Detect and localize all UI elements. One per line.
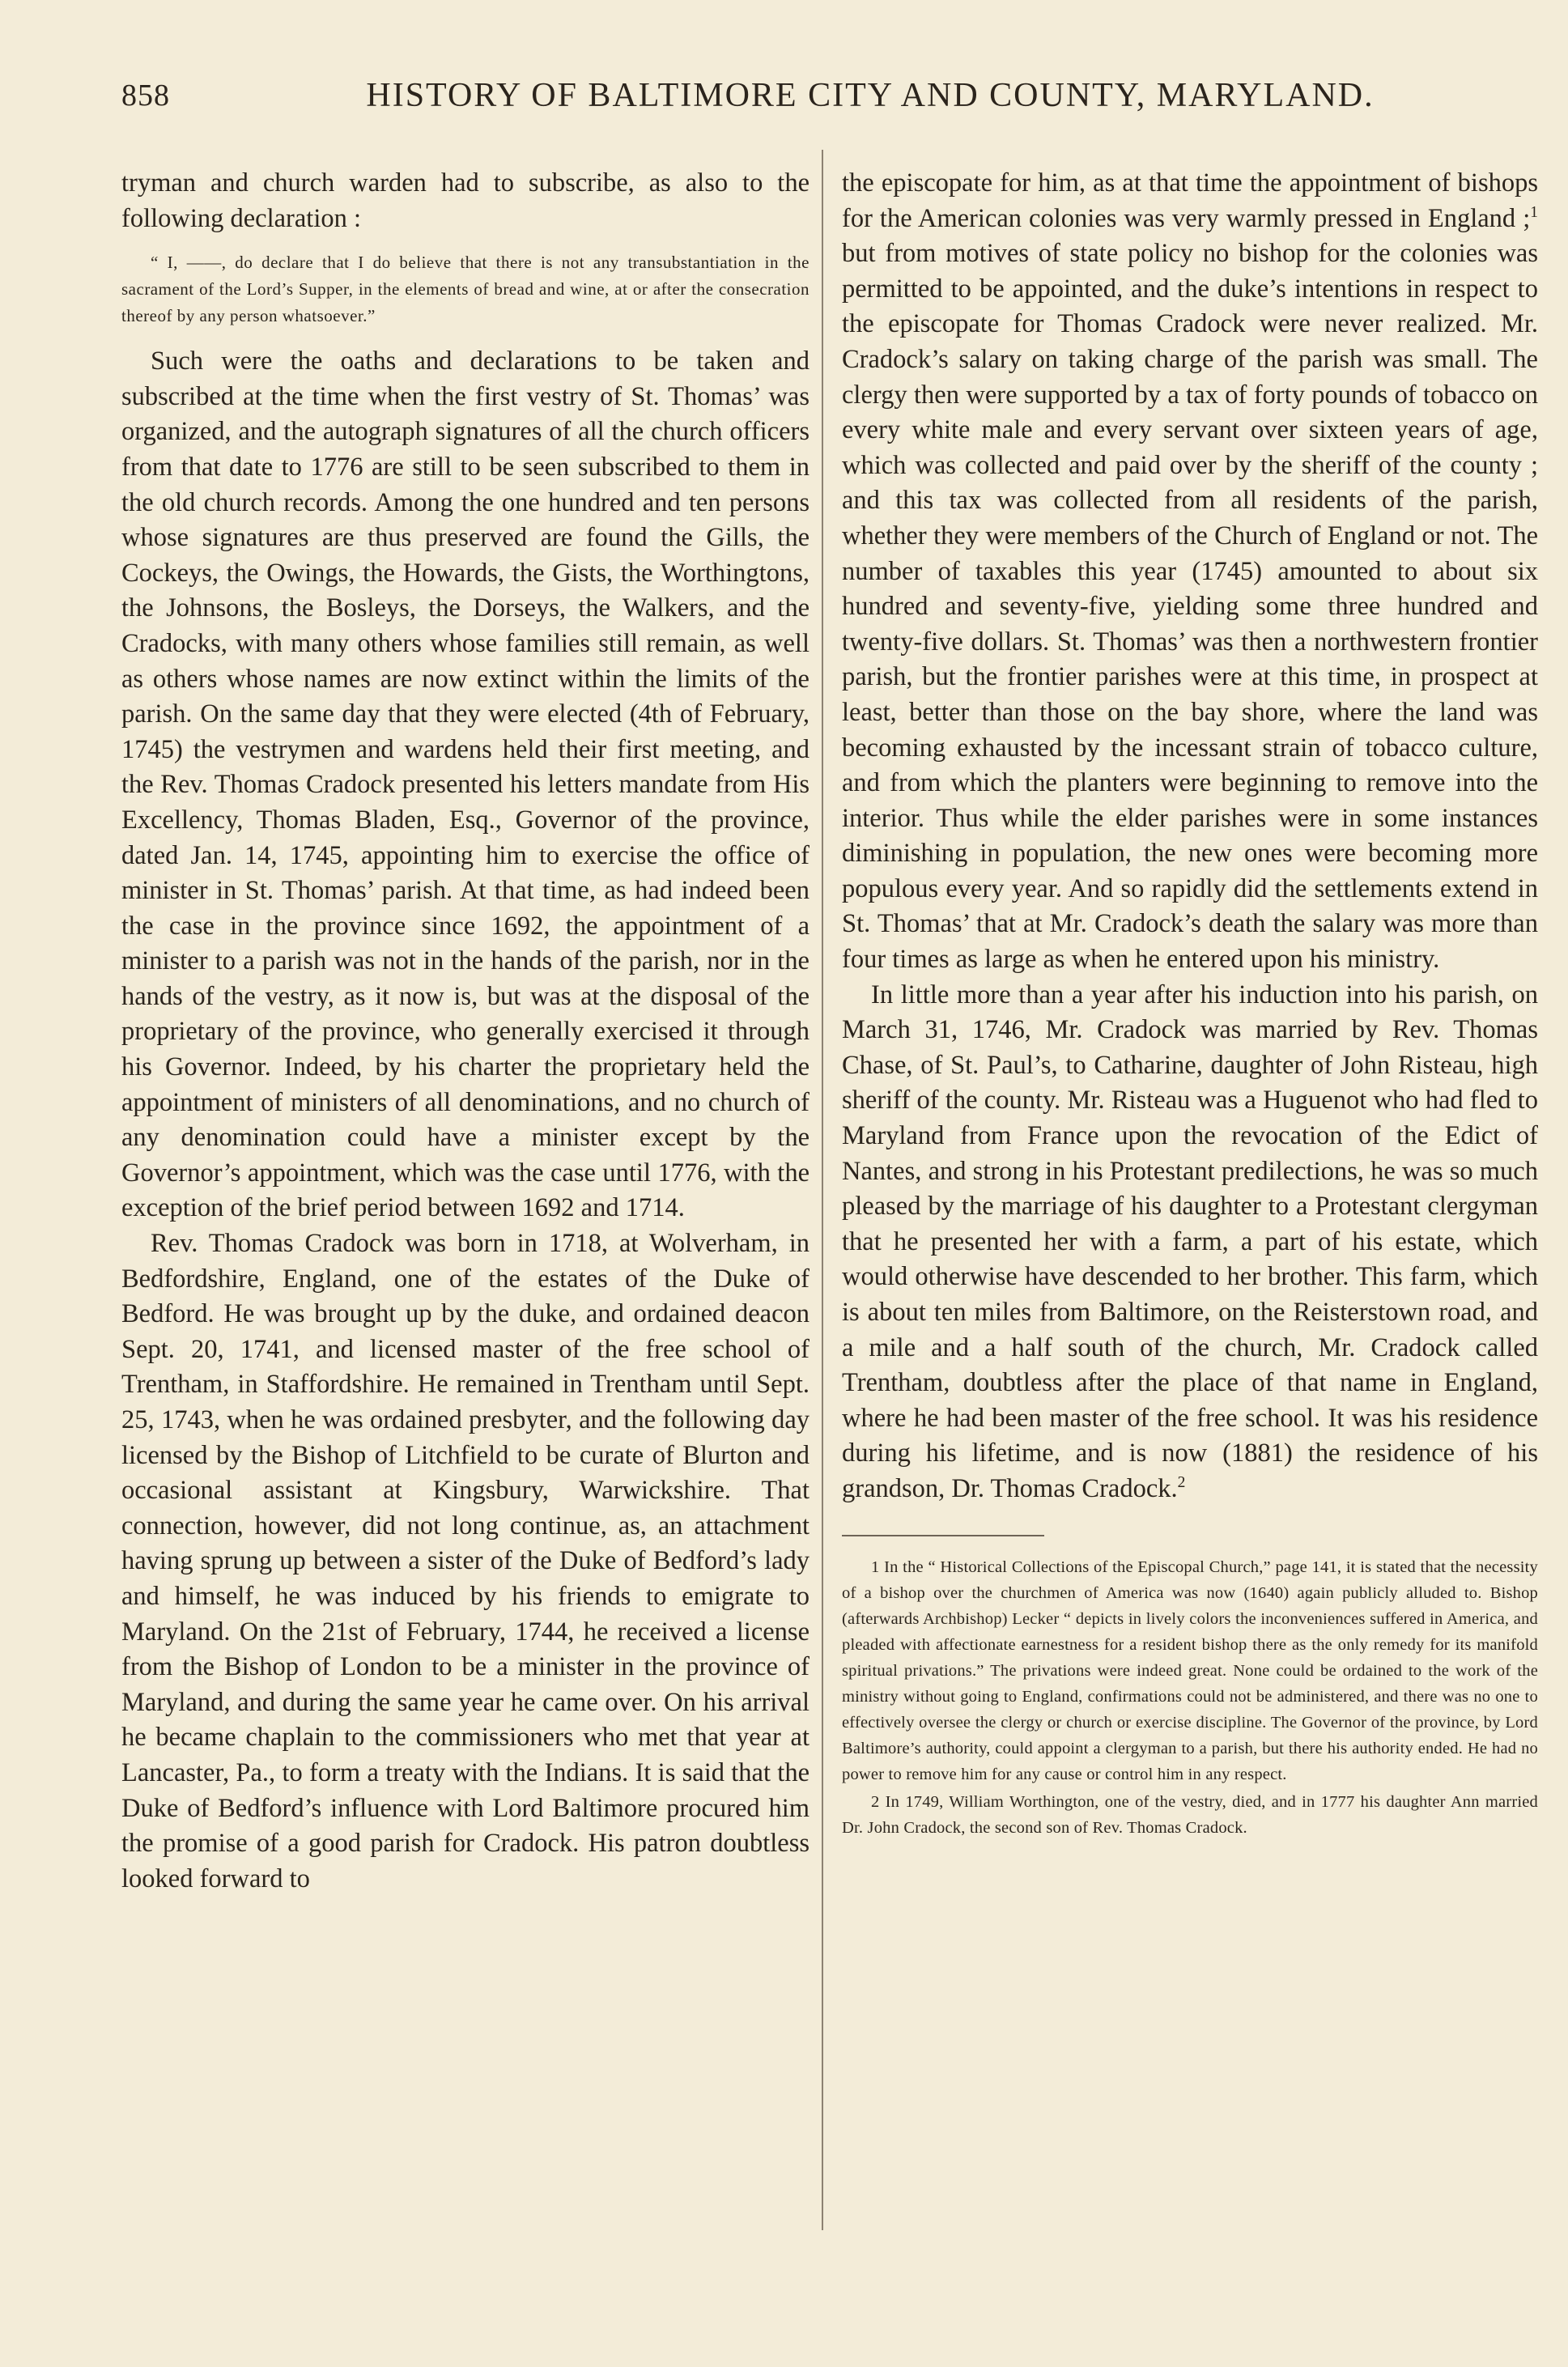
left-column	[121, 166, 809, 1897]
footnote-marker: 1	[1530, 203, 1538, 221]
page-number: 858	[121, 79, 170, 113]
footnote: 1 In the “ Historical Collections of the Episcopal Church,” page 141, it is stated that the necessity of a bishop over the churchmen of America was now (1640) again publicly alluded to. Bishop (afterwards Archbishop) Lecker “ depicts in lively colors the inconveniences suffered in America, and pleaded with affectionate earnestness for a resident bishop there as the only remedy for its manifold spiritual privations.” The privations were indeed great. None could be ordained to the work of the ministry without going to England, confirmations could not be administered, and there was no one to effectively oversee the clergy or church or exercise discipline. The Governor of the province, by Lord Baltimore’s authority, could appoint a clergyman to a parish, but there his authority ended. He had no power to remove him for any cause or control him in any respect.	[842, 1557, 1538, 1783]
footnote-marker: 2	[1177, 1474, 1186, 1492]
column-rule	[822, 150, 823, 2230]
paragraph: tryman and church warden had to subscribe, as also to the following declaration :	[121, 168, 809, 233]
paragraph	[842, 166, 1538, 978]
paragraph-text: the episcopate for him, as at that time the appointment of bishops for the American colonies was very warmly pressed in England ;	[842, 168, 1538, 233]
paragraph: Such were the oaths and declarations to be taken and subscribed at the time when the first vestry of St. Thomas’ was organized, and the autograph signatures of all the church officers from that date to 1776 are still to be seen subscribed to them in the old church records. Among the one hundred and ten persons whose signatures are thus preserved are found the Gills, the Cockeys, the Owings, the Howards, the Gists, the Worthingtons, the Johnsons, the Bosleys, the Dorseys, the Walkers, and the Cradocks, with many others whose families still remain, as well as others whose names are now extinct within the limits of the parish. On the same day that they were elected (4th of February, 1745) the vestrymen and wardens held their first meeting, and the Rev. Thomas Cradock presented his letters mandate from His Excellency, Thomas Bladen, Esq., Governor of the province, dated Jan. 14, 1745, appointing him to exercise the office of minister in St. Thomas’ parish. At that time, as had indeed been the case in the province since 1692, the appointment of a minister to a parish was not in the hands of the parish, nor in the hands of the vestry, as it now is, but was at the disposal of the proprietary of the province, who generally exercised it through his Governor. Indeed, by his charter the proprietary held the appointment of ministers of all denominations, and no church of any denomination could have a minister except by the Governor’s appointment, which was the case until 1776, with the exception of the brief period between 1692 and 1714.	[121, 346, 809, 1223]
paragraph-text: In little more than a year after his induction into his parish, on March 31, 1746, Mr. Cradock was married by Rev. Thomas Chase, of St. Paul’s, to Catharine, daughter of John Risteau, high sheriff of the county. Mr. Risteau was a Huguenot who had fled to Maryland from France upon the revocation of the Edict of Nantes, and strong in his Protestant predilections, he was so much pleased by the marriage of his daughter to a Protestant clergyman that he presented her with a farm, a part of his estate, which would otherwise have descended to her brother. This farm, which is about ten miles from Baltimore, on the Reisterstown road, and a mile and a half south of the church, Mr. Cradock called Trentham, doubtless after the place of that name in England, where he had been master of the free school. It was his residence during his lifetime, and is now (1881) the residence of his grandson, Dr. Thomas Cradock.	[842, 980, 1538, 1503]
paragraph-text: but from motives of state policy no bishop for the colonies was permitted to be appointed, and the duke’s intentions in respect to the episcopate for Thomas Cradock were never realized. Mr. Cradock’s salary on taking charge of the parish was small. The clergy then were supported by a tax of forty pounds of tobacco on every white male and every servant over sixteen years of age, which was collected and paid over by the sheriff of the county ; and this tax was collected from all residents of the parish, whether they were members of the Church of England or not. The number of taxables this year (1745) amounted to about six hundred and seventy-five, yielding some three hundred and twenty-five dollars. St. Thomas’ was then a northwestern frontier parish, but the frontier parishes were at this time, in prospect at least, better than those on the bay shore, where the land was becoming exhausted by the incessant strain of tobacco culture, and from which the planters were beginning to remove into the interior. Thus while the elder parishes were in some instances diminishing in population, the new ones were becoming more populous every year. And so rapidly did the settlements extend in St. Thomas’ that at Mr. Cradock’s death the salary was more than four times as large as when he entered upon his ministry.	[842, 239, 1538, 975]
footnote: 2 In 1749, William Worthington, one of the vestry, died, and in 1777 his daughter Ann married Dr. John Cradock, the second son of Rev. Thomas Cradock.	[842, 1792, 1538, 1837]
paragraph: Rev. Thomas Cradock was born in 1718, at Wolverham, in Bedfordshire, England, one of the estates of the Duke of Bedford. He was brought up by the duke, and ordained deacon Sept. 20, 1741, and licensed master of the free school of Trentham, in Staffordshire. He remained in Trentham until Sept. 25, 1743, when he was ordained presbyter, and the following day licensed by the Bishop of Litchfield to be curate of Blurton and occasional assistant at Kingsbury, Warwickshire. That connection, however, did not long continue, as, an attachment having sprung up between a sister of the Duke of Bedford’s lady and himself, he was induced by his friends to emigrate to Maryland. On the 21st of February, 1744, he received a license from the Bishop of London to be a minister in the province of Maryland, and during the same year he came over. On his arrival he became chaplain to the commissioners who met that year at Lancaster, Pa., to form a treaty with the Indians. It is said that the Duke of Bedford’s influence with Lord Baltimore procured him the promise of a good parish for Cradock. His patron doubtless looked forward to	[121, 1229, 809, 1893]
running-head: HISTORY OF BALTIMORE CITY AND COUNTY, MARYLAND.	[366, 77, 1375, 114]
footnote-rule	[842, 1535, 1044, 1536]
right-column	[842, 166, 1538, 1842]
block-quote: “ I, ——, do declare that I do believe that there is not any transubstantiation in the sacrament of the Lord’s Supper, in the elements of bread and wine, at or after the consecration thereof by any person whatsoever.”	[121, 253, 809, 326]
paragraph	[842, 978, 1538, 1507]
